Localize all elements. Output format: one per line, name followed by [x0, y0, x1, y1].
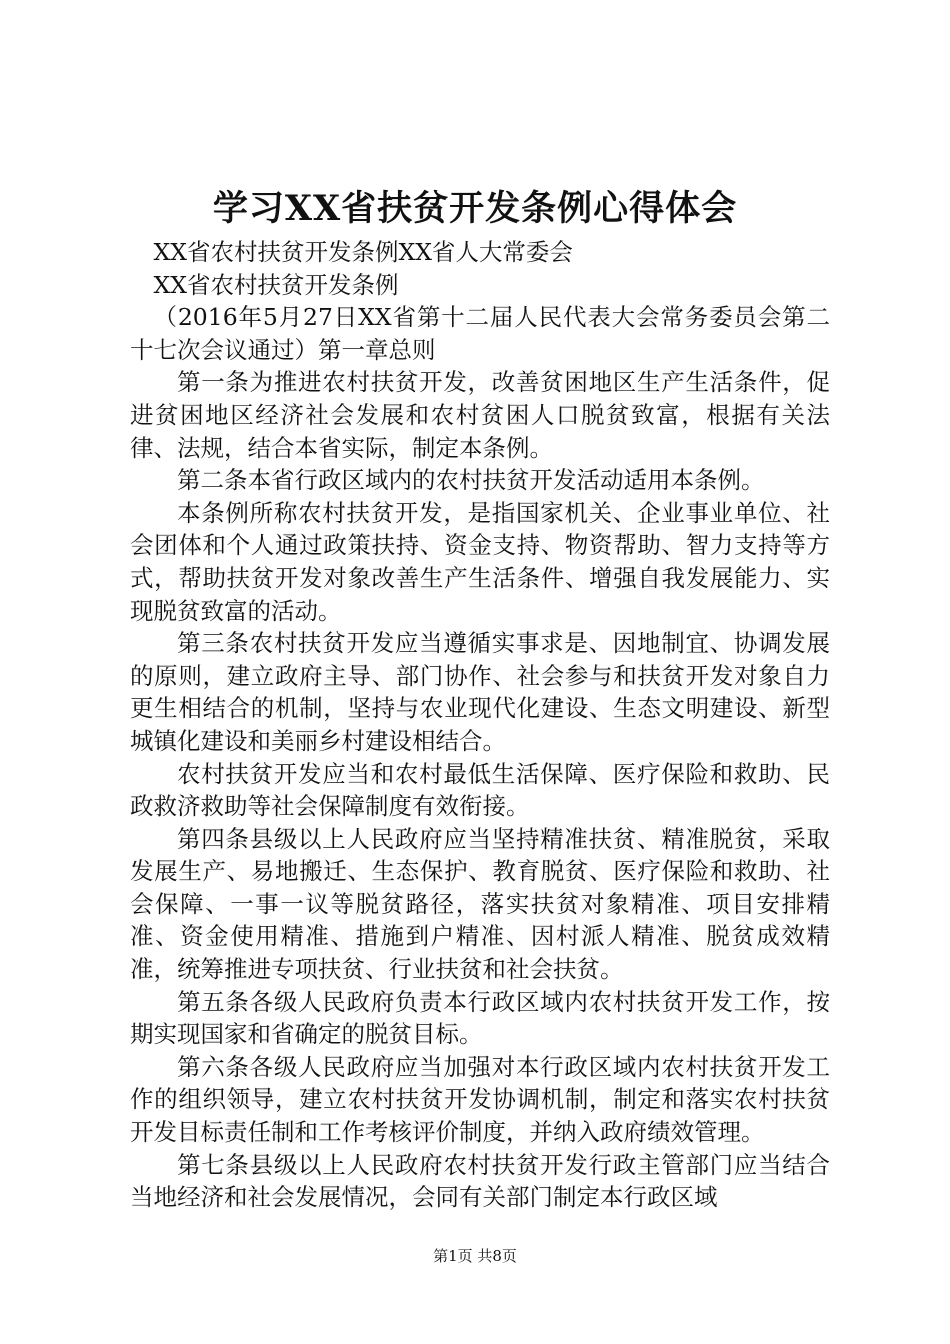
paragraph-article-2: 第二条本省行政区域内的农村扶贫开发活动适用本条例。	[177, 466, 765, 495]
paragraph-article-3-continued: 农村扶贫开发应当和农村最低生活保障、医疗保险和救助、民政救济救助等社会保障制度有效衔接。	[130, 759, 830, 821]
paragraph-article-5: 第五条各级人民政府负责本行政区域内农村扶贫开发工作，按期实现国家和省确定的脱贫目标。	[130, 987, 830, 1049]
document-title: 学习XX省扶贫开发条例心得体会	[212, 188, 738, 229]
paragraph-article-2-definition: 本条例所称农村扶贫开发，是指国家机关、企业事业单位、社会团体和个人通过政策扶持、资金支持、物资帮助、智力支持等方式，帮助扶贫开发对象改善生产生活条件、增强自我发展能力、实现脱贫致富的活动。	[130, 498, 830, 625]
paragraph-article-3: 第三条农村扶贫开发应当遵循实事求是、因地制宜、协调发展的原则，建立政府主导、部门协作、社会参与和扶贫开发对象自力更生相结合的机制，坚持与农业现代化建设、生态文明建设、新型城镇化建设和美丽乡村建设相结合。	[130, 629, 830, 755]
paragraph-article-6: 第六条各级人民政府应当加强对本行政区域内农村扶贫开发工作的组织领导，建立农村扶贫开发协调机制，制定和落实农村扶贫开发目标责任制和工作考核评价制度，并纳入政府绩效管理。	[130, 1052, 830, 1147]
document-body	[130, 236, 830, 1214]
paragraph-heading-2: XX省农村扶贫开发条例	[153, 270, 399, 299]
paragraph-adoption-note: （2016年5月27日XX省第十二届人民代表大会常务委员会第二十七次会议通过）第一章总则	[130, 303, 830, 364]
paragraph-article-1: 第一条为推进农村扶贫开发，改善贫困地区生产生活条件，促进贫困地区经济社会发展和农村贫困人口脱贫致富，根据有关法律、法规，结合本省实际，制定本条例。	[130, 368, 830, 462]
paragraph-article-7: 第七条县级以上人民政府农村扶贫开发行政主管部门应当结合当地经济和社会发展情况，会同有关部门制定本行政区域	[130, 1150, 830, 1212]
page-number-footer: 第1页 共8页	[433, 1247, 517, 1265]
paragraph-heading-1: XX省农村扶贫开发条例XX省人大常委会	[153, 238, 573, 266]
paragraph-article-4: 第四条县级以上人民政府应当坚持精准扶贫、精准脱贫，采取发展生产、易地搬迁、生态保护、教育脱贫、医疗保险和救助、社会保障、一事一议等脱贫路径，落实扶贫对象精准、项目安排精准、资金使用精准、措施到户精准、因村派人精准、脱贫成效精准，统筹推进专项扶贫、行业扶贫和社会扶贫。	[130, 824, 830, 984]
